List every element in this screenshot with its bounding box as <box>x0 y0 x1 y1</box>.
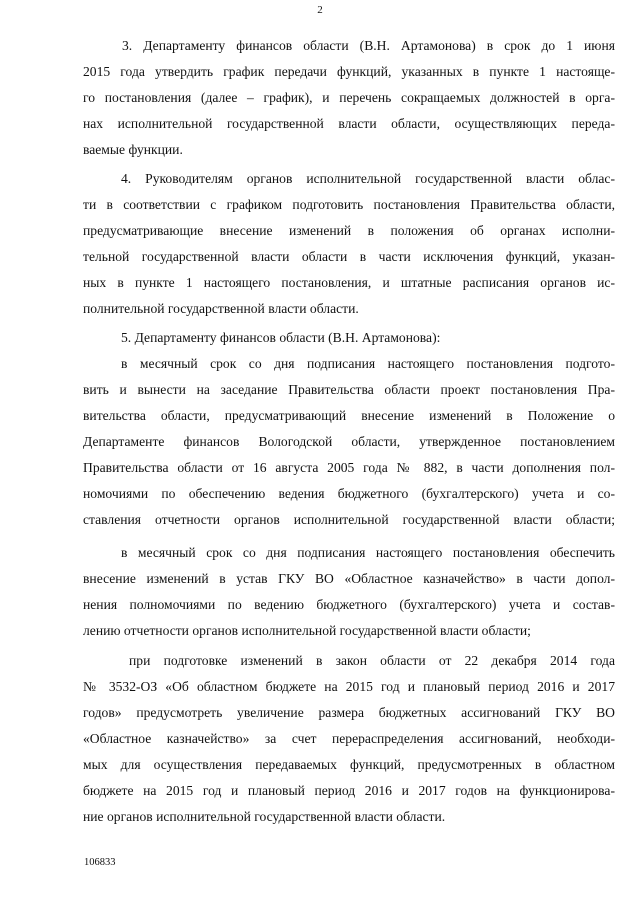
text-line: внесение изменений в устав ГКУ ВО «Областное казначейство» в части допол- <box>83 571 615 586</box>
text-line: № 3532-ОЗ «Об областном бюджете на 2015 год и плановый период 2016 и 2017 <box>83 679 615 694</box>
text-line: Департаменте финансов Вологодской области, утвержденное постановлением <box>83 434 615 449</box>
text-line: в месячный срок со дня подписания настоящего постановления обеспечить <box>121 545 615 560</box>
text-line: годов» предусмотреть увеличение размера бюджетных ассигнований ГКУ ВО <box>83 705 615 720</box>
text-line: полнительной государственной власти области. <box>83 301 359 316</box>
text-line: номочиями по обеспечению ведения бюджетного (бухгалтерского) учета и со- <box>83 486 615 501</box>
text-line: ти в соответствии с графиком подготовить постановления Правительства области, <box>83 197 615 212</box>
text-line: ных в пункте 1 настоящего постановления, и штатные расписания органов ис- <box>83 275 615 290</box>
text-line: го постановления (далее – график), и перечень сокращаемых должностей в орга- <box>83 90 615 105</box>
text-line: бюджете на 2015 год и плановый период 2016 и 2017 годов на функционирова- <box>83 783 615 798</box>
page-number: 2 <box>317 4 323 16</box>
text-line: «Областное казначейство» за счет перераспределения ассигнований, необходи- <box>83 731 615 746</box>
text-line: нения полномочиями по ведению бюджетного (бухгалтерского) учета и состав- <box>83 597 615 612</box>
text-line: предусматривающие внесение изменений в положения об органах исполни- <box>83 223 615 238</box>
text-line: 5. Департаменту финансов области (В.Н. Артамонова): <box>121 330 441 345</box>
text-line: нах исполнительной государственной власти области, осуществляющих переда- <box>83 116 615 131</box>
text-line: в месячный срок со дня подписания настоящего постановления подгото- <box>121 356 615 371</box>
text-line: ние органов исполнительной государственной власти области. <box>83 809 446 824</box>
text-line: при подготовке изменений в закон области от 22 декабря 2014 года <box>129 653 615 668</box>
text-line: Правительства области от 16 августа 2005 года № 882, в части дополнения пол- <box>83 460 615 475</box>
text-line: лению отчетности органов исполнительной государственной власти области; <box>83 623 531 638</box>
text-line: ставления отчетности органов исполнительной государственной власти области; <box>83 512 615 527</box>
text-line: тельной государственной власти области в части исключения функций, указан- <box>83 249 615 264</box>
document-id: 106833 <box>84 857 116 868</box>
text-line: 3. Департаменту финансов области (В.Н. Артамонова) в срок до 1 июня <box>122 38 615 53</box>
text-line: вить и вынести на заседание Правительства области проект постановления Пра- <box>83 382 615 397</box>
text-line: 4. Руководителям органов исполнительной государственной власти облас- <box>121 171 615 186</box>
text-line: мых для осуществления передаваемых функций, предусмотренных в областном <box>83 757 615 772</box>
text-line: ваемые функции. <box>83 142 183 157</box>
text-line: вительства области, предусматривающий внесение изменений в Положение о <box>83 408 615 423</box>
text-line: 2015 года утвердить график передачи функций, указанных в пункте 1 настояще- <box>83 64 615 79</box>
